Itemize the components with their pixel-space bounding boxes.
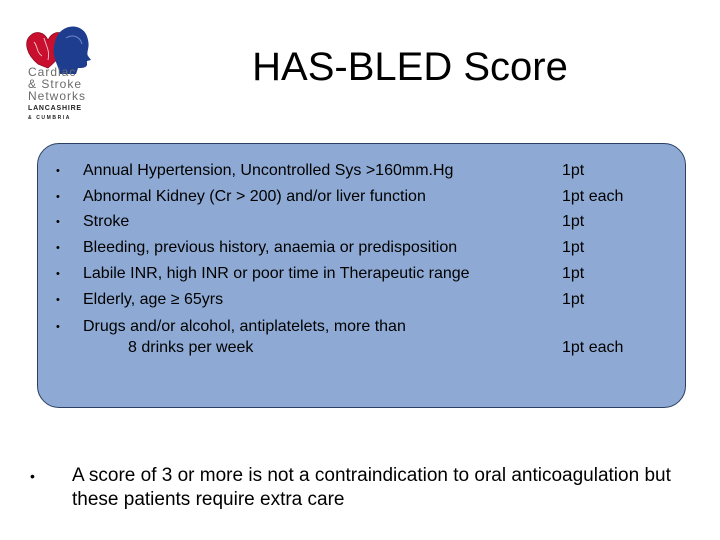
footnote-text: A score of 3 or more is not a contraindication to oral anticoagulation but these patients require extra care — [72, 465, 671, 510]
criteria-text: Bleeding, previous history, anaemia or predisposition — [83, 239, 458, 256]
criteria-row-stroke — [0, 212, 720, 232]
bullet-icon: • — [56, 268, 60, 280]
criteria-row-elderly — [0, 290, 720, 310]
criteria-points: 1pt — [562, 162, 585, 179]
logo-line-cardiac: Cardiac — [28, 65, 77, 79]
criteria-row-hypertension — [0, 161, 720, 181]
criteria-row-labile-inr — [0, 264, 720, 284]
bullet-icon: • — [30, 468, 35, 484]
bullet-icon: • — [56, 294, 60, 306]
criteria-points: 1pt — [562, 239, 585, 256]
logo-line-lancashire: LANCASHIRE — [28, 105, 82, 112]
bullet-icon: • — [56, 191, 60, 203]
criteria-text: Abnormal Kidney (Cr > 200) and/or liver function — [83, 188, 426, 205]
bullet-icon: • — [56, 321, 60, 333]
criteria-continuation-points: 1pt each — [562, 339, 624, 356]
logo-wordmark — [28, 66, 98, 122]
criteria-text: Elderly, age ≥ 65yrs — [83, 291, 224, 308]
criteria-text: Annual Hypertension, Uncontrolled Sys >160mm.Hg — [83, 162, 454, 179]
criteria-row-abnormal-kidney-liver — [0, 187, 720, 207]
criteria-row-drugs-alcohol — [0, 317, 720, 337]
criteria-points: 1pt — [562, 213, 585, 230]
logo-line-cumbria: & CUMBRIA — [28, 115, 72, 121]
criteria-continuation-text: 8 drinks per week — [128, 339, 254, 356]
logo-line-stroke: & Stroke — [28, 77, 83, 91]
criteria-text: Drugs and/or alcohol, antiplatelets, more than — [83, 318, 406, 335]
criteria-points: 1pt — [562, 291, 585, 308]
criteria-points: 1pt — [562, 265, 585, 282]
page-title: HAS-BLED Score — [252, 45, 568, 89]
bullet-icon: • — [56, 165, 60, 177]
bullet-icon: • — [56, 242, 60, 254]
logo-line-networks: Networks — [28, 89, 87, 103]
criteria-text: Labile INR, high INR or poor time in Therapeutic range — [83, 265, 470, 282]
bullet-icon: • — [56, 216, 60, 228]
criteria-points: 1pt each — [562, 188, 624, 205]
criteria-row-bleeding — [0, 238, 720, 258]
criteria-text: Stroke — [83, 213, 130, 230]
